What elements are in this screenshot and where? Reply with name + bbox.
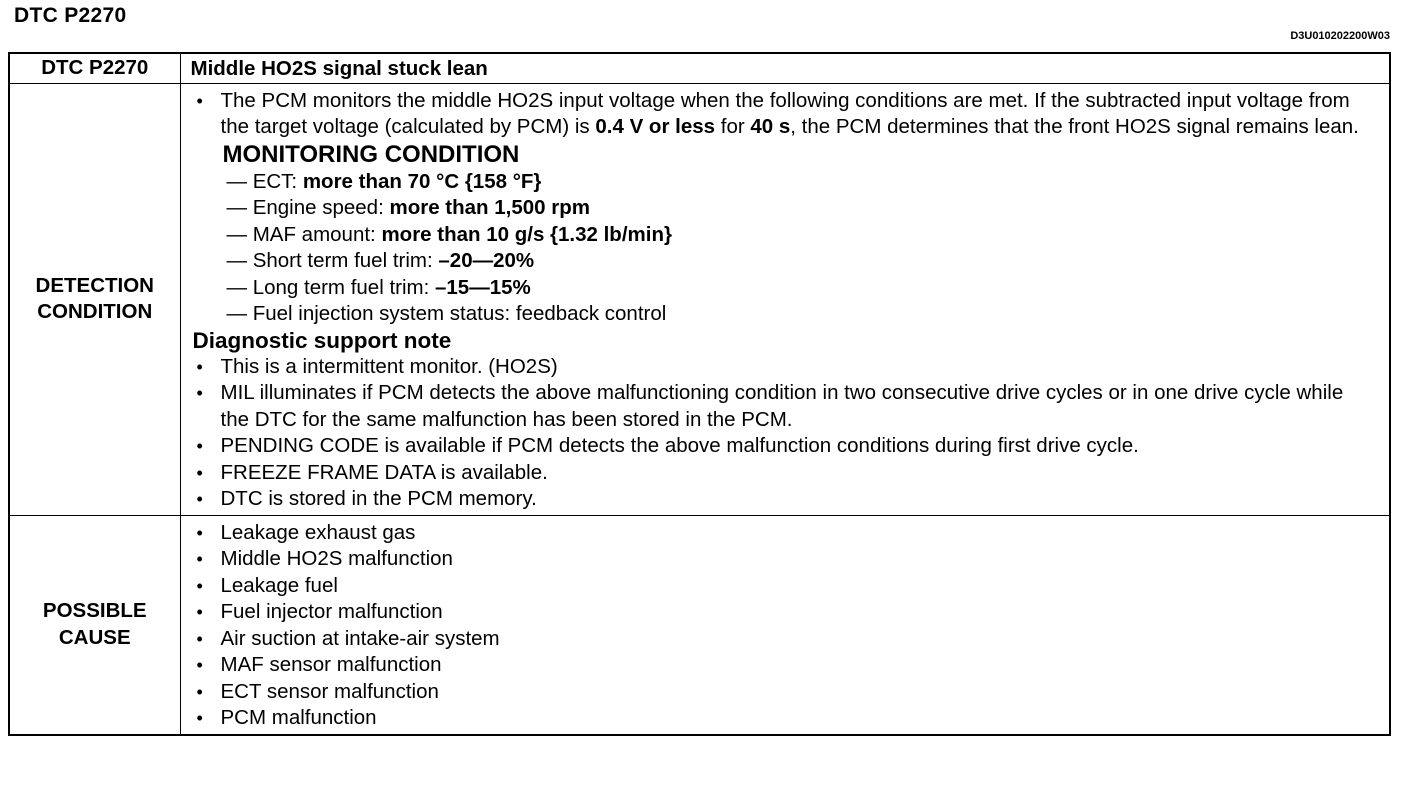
list-item: • PCM malfunction [193, 705, 1378, 732]
bullet-icon: • [196, 602, 203, 622]
intro-text-2: for [715, 115, 751, 138]
dtc-table [8, 52, 1391, 736]
bullet-icon: • [196, 681, 203, 702]
list-item: • Air suction at intake-air system [193, 626, 1378, 653]
bullet-icon: • [196, 575, 203, 596]
monitoring-condition-item: — Fuel injection system status: feedback control [226, 302, 667, 325]
list-item: • This is a intermittent monitor. (HO2S) [193, 354, 1378, 381]
list-item: • ECT sensor malfunction [193, 679, 1378, 706]
list-item: • MAF sensor malfunction [193, 652, 1378, 679]
bullet-icon: • [196, 549, 203, 569]
monitoring-conditions-list [193, 169, 1378, 328]
detection-condition-row [9, 83, 1390, 515]
monitoring-condition-item: — Short term fuel trim: –20—20% [226, 249, 535, 272]
possible-cause-row [9, 515, 1390, 735]
bullet-icon: • [196, 462, 203, 483]
bullet-icon: • [196, 356, 203, 377]
intro-text-3: , the PCM determines that the front HO2S signal remains lean. [790, 115, 1359, 138]
possible-cause-content [180, 515, 1390, 735]
monitoring-condition-item: — ECT: more than 70 °C {158 °F} [226, 169, 542, 193]
list-item: • FREEZE FRAME DATA is available. [193, 460, 1378, 487]
possible-cause-label-line1: POSSIBLE [42, 599, 147, 622]
bullet-icon: • [196, 90, 203, 111]
intro-threshold-time: 40 s [750, 115, 791, 138]
monitoring-condition-item: — Long term fuel trim: –15—15% [226, 275, 531, 299]
detection-label-line1: DETECTION [35, 273, 154, 297]
list-item: • DTC is stored in the PCM memory. [193, 486, 1378, 513]
bullet-icon: • [196, 436, 203, 456]
bullet-icon: • [196, 628, 203, 649]
bullet-icon: • [196, 383, 203, 403]
table-header-row [9, 53, 1390, 83]
dtc-code-cell: DTC P2270 [9, 53, 180, 83]
list-item: • Middle HO2S malfunction [193, 546, 1378, 573]
detection-condition-label [9, 83, 180, 515]
bullet-icon: • [196, 522, 203, 543]
possible-cause-label-line2: CAUSE [58, 625, 131, 649]
intro-text-1: The PCM monitors the middle HO2S input voltage when the following conditions are met. If the subtracted input voltage from the target voltage (calculated by PCM) is [220, 88, 1350, 138]
list-item: • Leakage fuel [193, 573, 1378, 600]
monitoring-condition-heading: MONITORING CONDITION [222, 140, 520, 168]
detection-intro [193, 88, 1378, 141]
monitoring-condition-item: — MAF amount: more than 10 g/s {1.32 lb/min} [226, 222, 672, 246]
list-item: • Leakage exhaust gas [193, 520, 1378, 547]
document-code: D3U010202200W03 [1290, 30, 1390, 42]
dtc-description-cell: Middle HO2S signal stuck lean [180, 53, 1390, 83]
diagnostic-notes-list [193, 354, 1378, 513]
possible-cause-label [9, 515, 180, 735]
diagnostic-support-note-heading: Diagnostic support note [192, 327, 452, 353]
intro-threshold-voltage: 0.4 V or less [595, 115, 716, 138]
list-item: • PENDING CODE is available if PCM detects the above malfunction conditions during first drive cycle. [193, 433, 1378, 460]
list-item: • MIL illuminates if PCM detects the above malfunctioning condition in two consecutive drive cycles or in one drive cycle while the DTC for the same malfunction has been stored in the PCM. [196, 381, 1344, 431]
list-item: • Fuel injector malfunction [193, 599, 1378, 626]
monitoring-condition-item: — Engine speed: more than 1,500 rpm [226, 196, 590, 219]
bullet-icon: • [196, 655, 203, 675]
detection-condition-content [180, 83, 1390, 515]
bullet-icon: • [196, 708, 203, 728]
bullet-icon: • [196, 489, 203, 509]
detection-label-line2: CONDITION [37, 300, 153, 323]
page-title: DTC P2270 [14, 4, 127, 27]
